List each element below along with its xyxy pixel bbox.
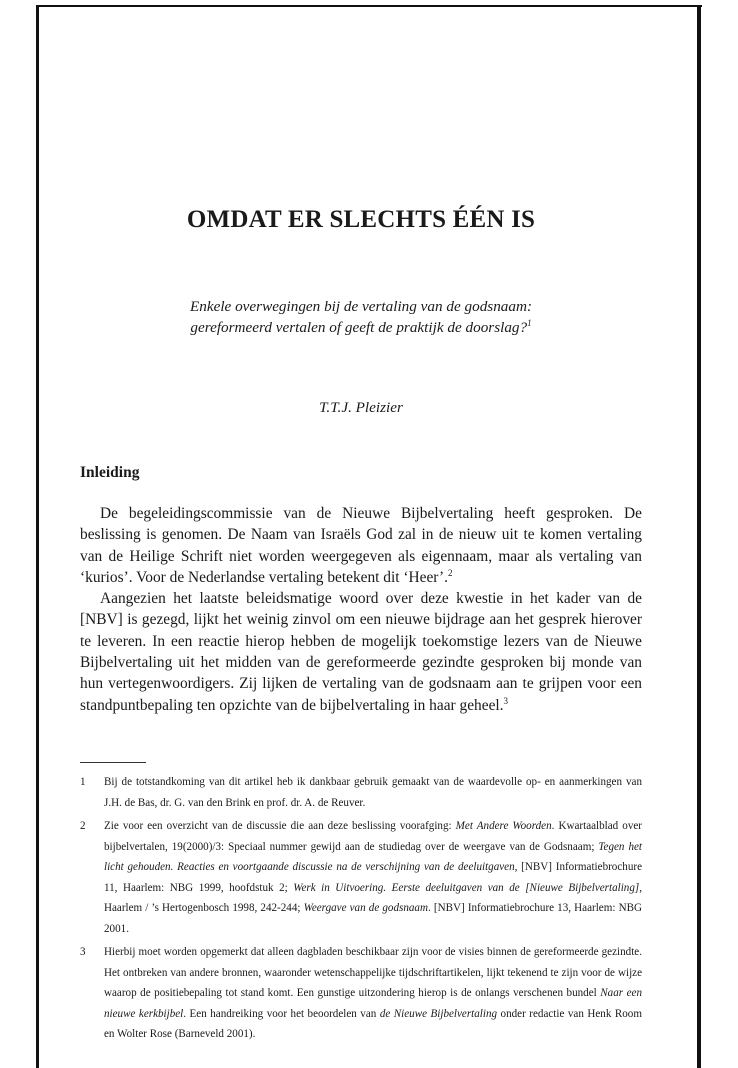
footnote-text: Zie voor een overzicht van de discussie die aan deze beslissing voorafging: xyxy=(104,820,456,832)
citation-title: Met Andere Woorden xyxy=(455,820,552,832)
footnote-text: , Haarlem / ’s Hertogenbosch 1998, 242-244; xyxy=(104,881,642,914)
footnote-ref-2[interactable]: 2 xyxy=(447,567,453,578)
footnote xyxy=(80,942,642,1045)
author-name: T.T.J. Pleizier xyxy=(319,399,403,416)
paragraph-text: De begeleidingscommissie van de Nieuwe Bijbelvertaling heeft gesproken. De beslissing is genomen. De Naam van Israëls God zal in de nieuw uit te komen vertaling van de Heilige Schrift niet worden weergegeven als eigennaam, maar als vertaling van ‘kurios’. Voor de Nederlandse vertaling betekent dit ‘Heer’. xyxy=(80,505,642,586)
footnote-text: . Kwartaalblad over bijbelvertalen, 19(2000)/3: Speciaal nummer gewijd aan de studiedag over de weergave van de Godsnaam; xyxy=(104,820,642,853)
footnote-ref-3[interactable]: 3 xyxy=(503,695,509,706)
article-title: OMDAT ER SLECHTS ÉÉN IS xyxy=(186,206,536,233)
footnote-text: Hierbij moet worden opgemerkt dat alleen dagbladen beschikbaar zijn voor de visies binnen de gereformeerde gezindte. Het ontbreken van andere bronnen, waaronder wetenschappelijke tijdschriftartikelen, lijkt tekenend te zijn voor de wijze waarop de positiebepaling tot stand komt. Een gunstige uitzondering hierop is de onlangs verschenen bundel xyxy=(104,946,642,999)
footnote-text: Bij de totstandkoming van dit artikel heb ik dankbaar gebruik gemaakt van de waardevolle op- en aanmerkingen van J.H. de Bas, dr. G. van den Brink en prof. dr. A. de Reuver. xyxy=(104,776,642,809)
citation-title: Tegen het licht gehouden. Reacties en voortgaande discussie na de verschijning van de deeluitgaven xyxy=(104,840,642,873)
paragraph xyxy=(80,588,642,716)
footnote-ref-1[interactable]: 1 xyxy=(527,317,532,328)
citation-title: Weergave van de godsnaam xyxy=(303,902,428,914)
footnotes xyxy=(80,772,642,1048)
footnote-divider xyxy=(80,762,146,763)
citation-title: Werk in Uitvoering. Eerste deeluitgaven van de [Nieuwe Bijbelvertaling] xyxy=(293,881,640,894)
footnote-number: 1 xyxy=(80,776,86,788)
footnote-text: , [NBV] Informatiebrochure 11, Haarlem: NBG 1999, hoofdstuk 2; xyxy=(104,861,642,894)
body-text xyxy=(80,503,642,716)
scan-border-left xyxy=(36,5,39,1068)
footnote-text: . [NBV] Informatiebrochure 13, Haarlem: NBG 2001. xyxy=(104,902,642,935)
citation-title: de Nieuwe Bijbelvertaling xyxy=(379,1007,498,1020)
subtitle-line-1: Enkele overwegingen bij de vertaling van de godsnaam: xyxy=(189,298,533,315)
scan-border-top xyxy=(38,5,702,7)
footnote xyxy=(80,772,642,813)
section-heading: Inleiding xyxy=(80,464,140,481)
footnote-number: 2 xyxy=(80,820,86,832)
subtitle-line-2: gereformeerd vertalen of geeft de praktijk de doorslag? xyxy=(190,319,528,336)
scan-border-right xyxy=(697,5,701,1068)
paragraph-text: Aangezien het laatste beleidsmatige woord over deze kwestie in het kader van de [NBV] is gezegd, lijkt het weinig zinvol om een nieuwe bijdrage aan het gesprek hierover te leveren. In een reactie hierop hebben de mogelijk toekomstige lezers van de Nieuwe Bijbelvertaling uit het midden van de gereformeerde gezindte gesproken bij monde van hun vertegenwoordigers. Zij lijken de vertaling van de godsnaam aan te grijpen voor een standpuntbepaling ten opzichte van de bijbelvertaling in haar geheel. xyxy=(80,590,642,714)
article-subtitle xyxy=(80,296,642,338)
paragraph xyxy=(80,503,642,588)
footnote-number: 3 xyxy=(80,946,86,958)
footnote-text: . Een handreiking voor het beoordelen van xyxy=(183,1007,380,1020)
citation-title: Naar een nieuwe kerkbijbel xyxy=(104,987,642,1020)
footnote xyxy=(80,816,642,939)
footnote-text: onder redactie van Henk Room en Wolter Rose (Barneveld 2001). xyxy=(104,1007,642,1040)
